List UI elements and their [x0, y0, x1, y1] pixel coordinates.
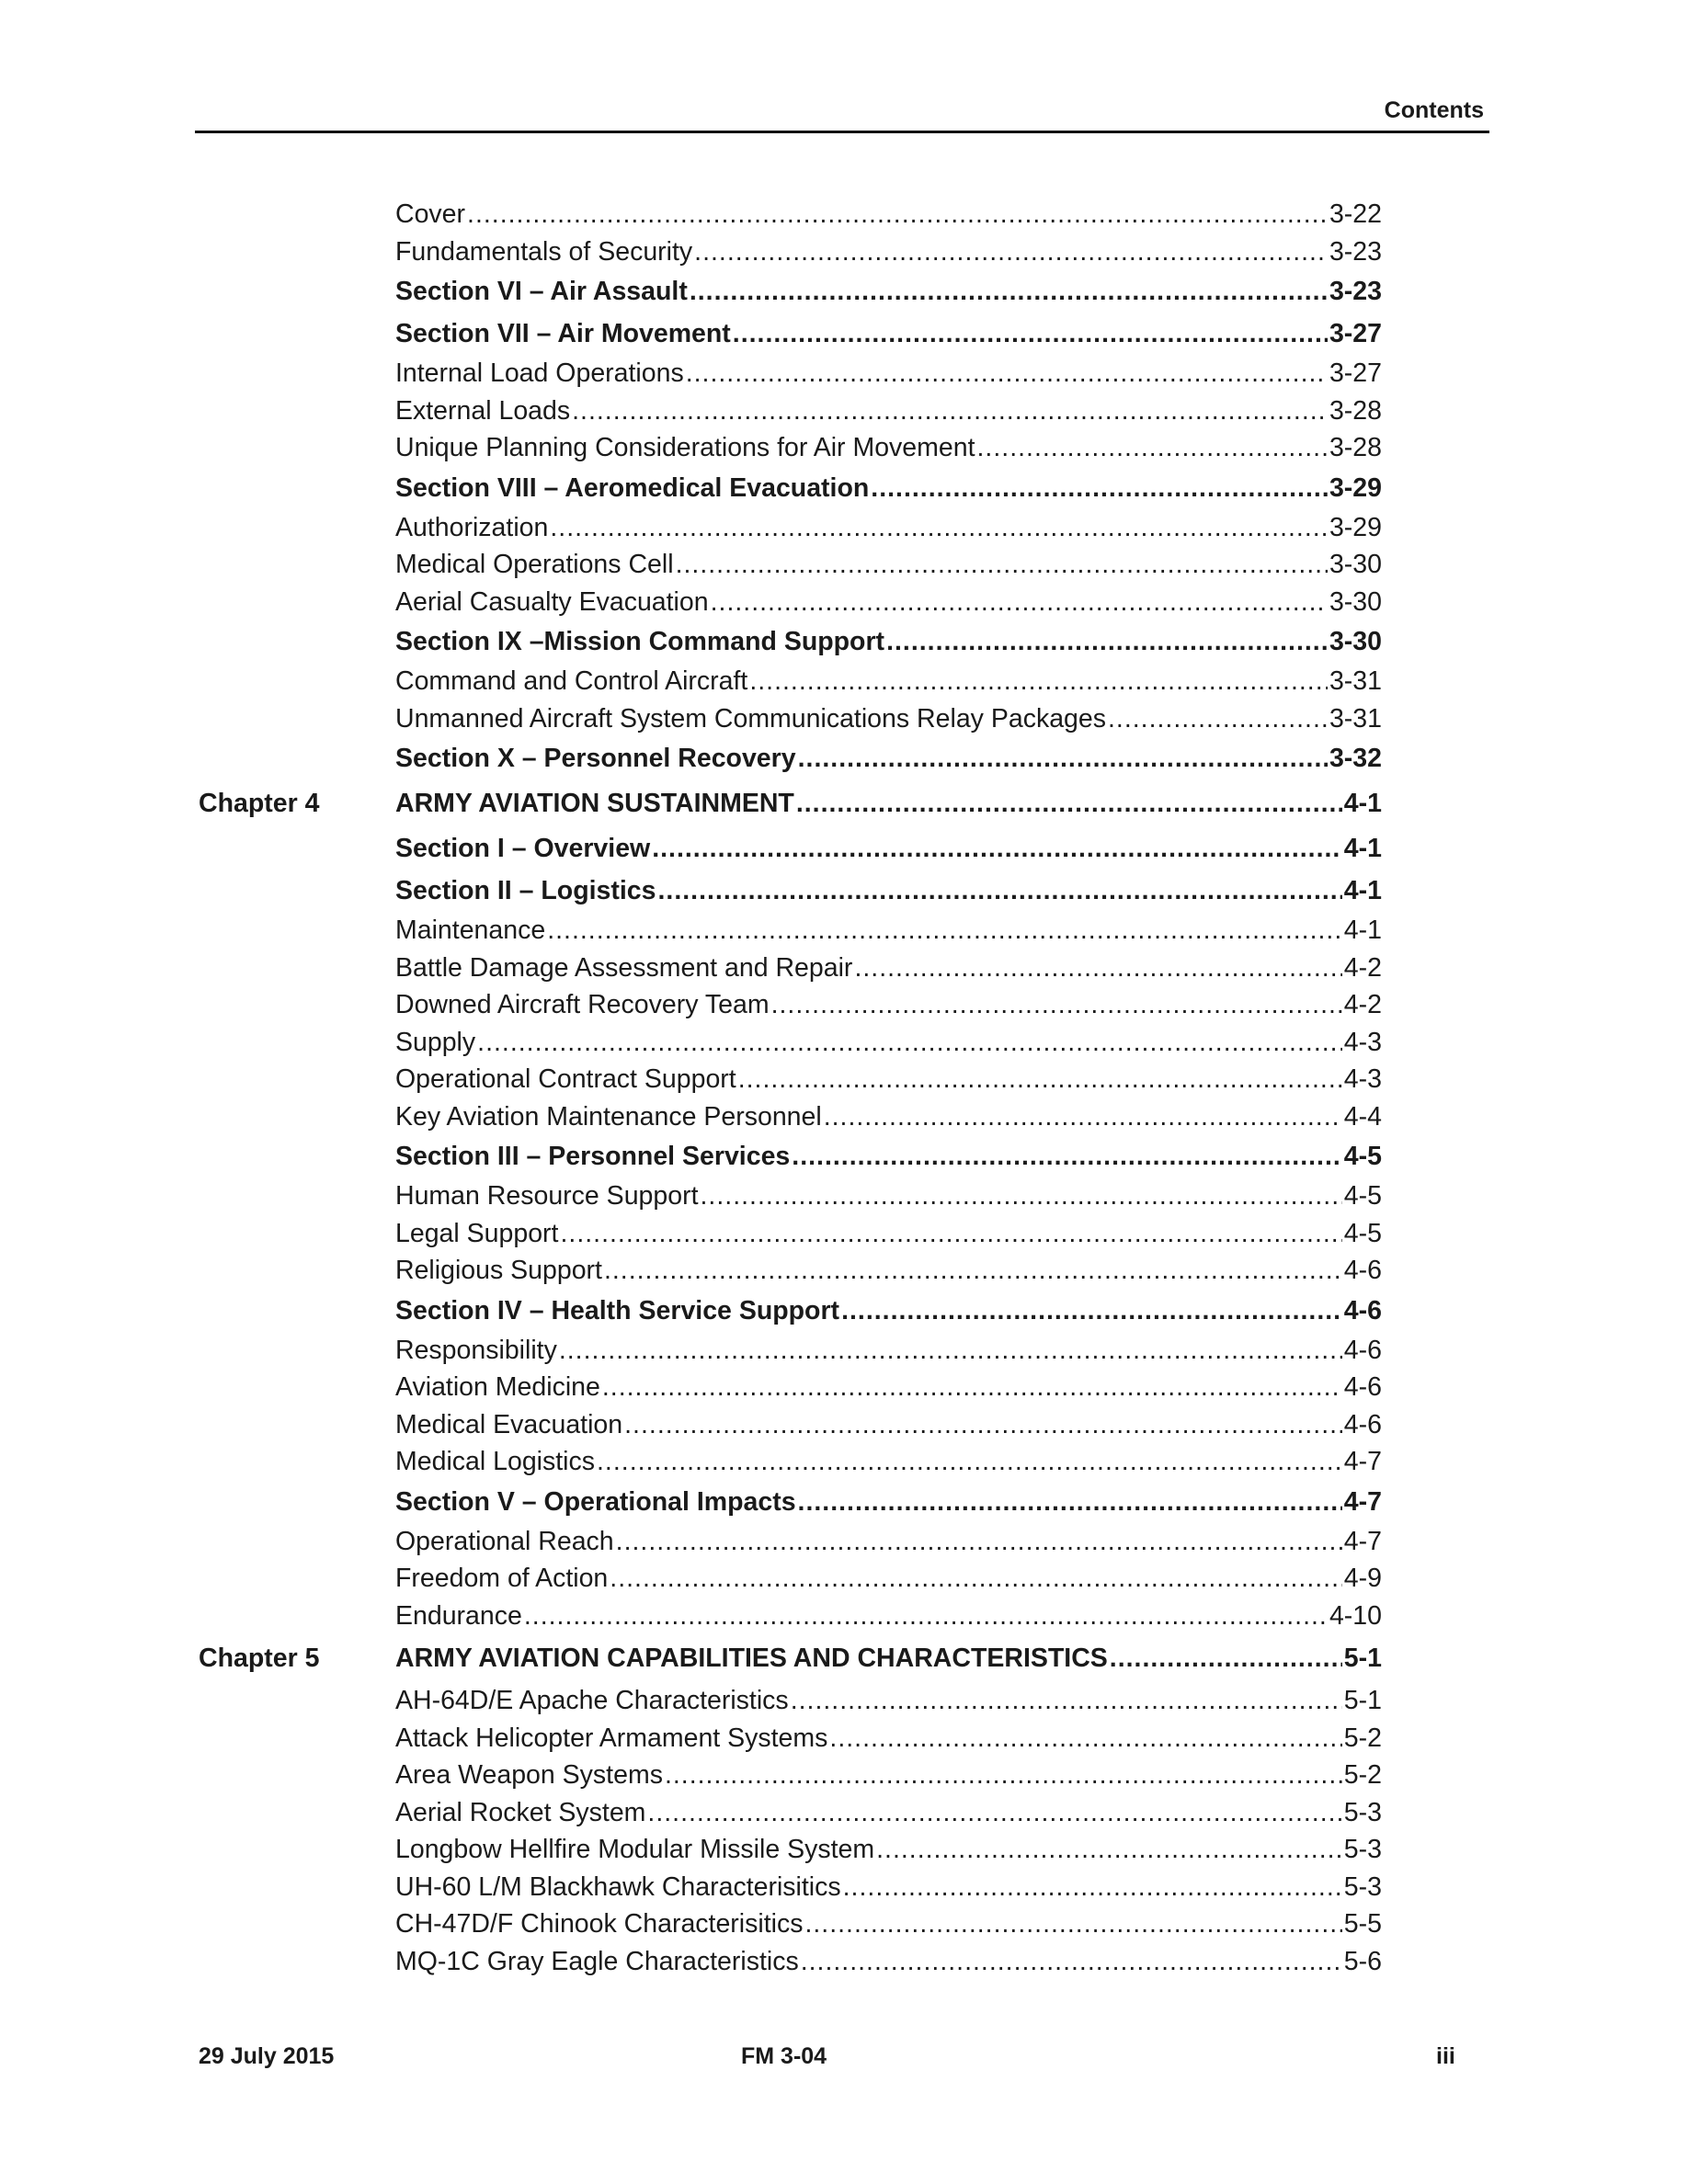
- toc-entry: [395, 1560, 1382, 1598]
- toc-entry: [395, 1406, 1382, 1444]
- toc-entry-title: Section X – Personnel Recovery: [395, 744, 796, 773]
- toc-page-number: 3-30: [1329, 586, 1382, 617]
- toc-entry: [395, 1682, 1382, 1720]
- toc-page-number: 5-3: [1343, 1797, 1382, 1827]
- toc-entry-title: Section I – Overview: [395, 834, 651, 863]
- dot-leader: [871, 467, 1328, 509]
- toc-entry-title: Legal Support: [395, 1218, 559, 1248]
- toc-entry-title: Section II – Logistics: [395, 876, 656, 905]
- toc-entry-title: ARMY AVIATION SUSTAINMENT: [395, 789, 794, 818]
- toc-page-number: 3-23: [1329, 277, 1382, 306]
- toc-entry-title: Area Weapon Systems: [395, 1760, 663, 1790]
- dot-leader: [602, 1369, 1342, 1406]
- dot-leader: [604, 1252, 1342, 1290]
- toc-page-number: 4-3: [1343, 1064, 1382, 1094]
- toc-entry-title: Aerial Casualty Evacuation: [395, 586, 709, 617]
- toc-entry-title: Key Aviation Maintenance Personnel: [395, 1101, 822, 1132]
- toc-page-number: 3-29: [1329, 472, 1382, 503]
- toc-page-number: 3-23: [1329, 236, 1382, 267]
- dot-leader: [694, 233, 1328, 271]
- toc-entry-title: Cover: [395, 199, 466, 229]
- toc-page-number: 3-28: [1329, 433, 1382, 462]
- dot-leader: [665, 1757, 1342, 1794]
- toc-entry: [395, 1061, 1382, 1098]
- toc-page-number: 4-5: [1343, 1142, 1382, 1171]
- dot-leader: [733, 313, 1328, 355]
- dot-leader: [876, 1831, 1342, 1869]
- toc-entry: [395, 1794, 1382, 1832]
- toc-entry: [395, 313, 1382, 355]
- dot-leader: [572, 392, 1328, 430]
- toc-page-number: 4-6: [1343, 1409, 1382, 1439]
- toc-section-row[interactable]: [0, 1135, 1688, 1177]
- toc-page-number: 4-6: [1343, 1335, 1382, 1365]
- toc-entry-row[interactable]: [0, 1943, 1688, 1981]
- toc-entry: [395, 1098, 1382, 1136]
- toc-chapter-row[interactable]: [0, 1634, 1688, 1682]
- toc-entry-row[interactable]: [0, 429, 1688, 467]
- toc-page-number: 4-7: [1343, 1486, 1382, 1517]
- toc-entry-row[interactable]: [0, 1098, 1688, 1136]
- toc-entry-title: Unique Planning Considerations for Air Movement: [395, 433, 975, 462]
- toc-entry-row[interactable]: [0, 950, 1688, 987]
- dot-leader: [886, 620, 1328, 663]
- toc-page-number: 5-6: [1343, 1946, 1382, 1976]
- toc-section-row[interactable]: [0, 313, 1688, 355]
- toc-entry-title: Section V – Operational Impacts: [395, 1486, 796, 1517]
- toc-chapter-row[interactable]: [0, 779, 1688, 827]
- toc-entry-row[interactable]: [0, 546, 1688, 584]
- toc-entry: [395, 584, 1382, 621]
- dot-leader: [798, 737, 1328, 779]
- dot-leader: [686, 355, 1328, 392]
- toc-page-number: 5-2: [1343, 1723, 1382, 1753]
- toc-entry-title: Medical Evacuation: [395, 1409, 623, 1439]
- toc-entry-row[interactable]: [0, 1869, 1688, 1906]
- toc-entry-title: Unmanned Aircraft System Communications Relay Packages: [395, 703, 1106, 734]
- dot-leader: [652, 827, 1342, 870]
- dot-leader: [547, 912, 1342, 950]
- toc-entry: [395, 912, 1382, 950]
- toc-entry-row[interactable]: [0, 1024, 1688, 1062]
- toc-page-number: 5-3: [1343, 1835, 1382, 1864]
- toc-section-row[interactable]: [0, 467, 1688, 509]
- toc-page-number: 3-32: [1329, 744, 1382, 773]
- toc-entry-row[interactable]: [0, 1252, 1688, 1290]
- toc-entry: [395, 1757, 1382, 1794]
- toc-page-number: 3-22: [1329, 199, 1382, 229]
- toc-page-number: 4-4: [1343, 1101, 1382, 1132]
- dot-leader: [791, 1682, 1342, 1720]
- toc-section-row[interactable]: [0, 1481, 1688, 1523]
- dot-leader: [804, 1905, 1341, 1943]
- toc-entry: [395, 1720, 1382, 1757]
- dot-leader: [610, 1560, 1342, 1598]
- toc-section-row[interactable]: [0, 827, 1688, 870]
- toc-page-number: 4-2: [1343, 990, 1382, 1019]
- chapter-label: Chapter 4: [199, 789, 320, 818]
- toc-entry-title: AH-64D/E Apache Characteristics: [395, 1686, 789, 1715]
- toc-entry: [395, 1523, 1382, 1561]
- header-rule: [195, 131, 1489, 133]
- dot-leader: [798, 1481, 1342, 1523]
- dot-leader: [843, 1869, 1342, 1906]
- toc-page-number: 5-1: [1343, 1686, 1382, 1715]
- toc-entry-title: Section VI – Air Assault: [395, 277, 688, 306]
- footer-date: 29 July 2015: [199, 2043, 335, 2069]
- toc-entry: [395, 1177, 1382, 1215]
- toc-entry: [395, 1598, 1382, 1635]
- toc-page-number: 4-1: [1343, 916, 1382, 945]
- toc-entry: [395, 737, 1382, 779]
- toc-entry: [395, 1215, 1382, 1253]
- toc-entry-row[interactable]: [0, 233, 1688, 271]
- toc-entry-title: Command and Control Aircraft: [395, 666, 748, 696]
- toc-section-row[interactable]: [0, 270, 1688, 313]
- toc-entry: [395, 1905, 1382, 1943]
- toc-entry: [395, 1831, 1382, 1869]
- running-header-title: Contents: [1384, 97, 1484, 123]
- toc-section-row[interactable]: [0, 870, 1688, 912]
- toc-entry: [395, 392, 1382, 430]
- toc-entry-row[interactable]: [0, 355, 1688, 392]
- toc-entry-title: Aviation Medicine: [395, 1372, 600, 1402]
- toc-entry: [395, 620, 1382, 663]
- toc-entry-row[interactable]: [0, 1757, 1688, 1794]
- toc-page-number: 4-6: [1343, 1256, 1382, 1285]
- toc-entry: [395, 1443, 1382, 1481]
- toc-entry-row[interactable]: [0, 1369, 1688, 1406]
- toc-entry-title: Section III – Personnel Services: [395, 1142, 791, 1171]
- footer-page-number: iii: [1436, 2043, 1455, 2069]
- toc-entry-row[interactable]: [0, 1720, 1688, 1757]
- toc-page-number: 4-6: [1343, 1295, 1382, 1325]
- toc-entry-title: Battle Damage Assessment and Repair: [395, 952, 853, 983]
- toc-entry: [395, 1943, 1382, 1981]
- toc-entry: [395, 467, 1382, 509]
- toc-page-number: 5-2: [1343, 1760, 1382, 1790]
- toc-entry-title: Operational Contract Support: [395, 1064, 736, 1094]
- toc-entry: [395, 270, 1382, 313]
- toc-entry-row[interactable]: [0, 663, 1688, 700]
- toc-entry-title: Authorization: [395, 512, 549, 542]
- toc-page-number: 3-31: [1329, 666, 1382, 696]
- dot-leader: [801, 1943, 1342, 1981]
- toc-entry-title: CH-47D/F Chinook Characterisitics: [395, 1909, 804, 1939]
- dot-leader: [854, 950, 1341, 987]
- toc-entry-row[interactable]: [0, 1560, 1688, 1598]
- dot-leader: [771, 986, 1342, 1024]
- dot-leader: [624, 1406, 1342, 1444]
- toc-page-number: 4-6: [1343, 1372, 1382, 1402]
- dot-leader: [829, 1720, 1341, 1757]
- toc-entry-row[interactable]: [0, 1523, 1688, 1561]
- toc-entry-row[interactable]: [0, 1406, 1688, 1444]
- dot-leader: [559, 1332, 1342, 1370]
- toc-page-number: 4-5: [1343, 1218, 1382, 1248]
- toc-entry: [395, 827, 1382, 870]
- toc-entry: [395, 1332, 1382, 1370]
- toc-page-number: 5-5: [1343, 1909, 1382, 1939]
- toc-entry-row[interactable]: [0, 1831, 1688, 1869]
- dot-leader: [749, 663, 1328, 700]
- toc-page-number: 3-30: [1329, 627, 1382, 656]
- dot-leader: [824, 1098, 1342, 1136]
- toc-entry-title: Downed Aircraft Recovery Team: [395, 990, 770, 1019]
- dot-leader: [690, 270, 1328, 313]
- toc-page-number: 4-3: [1343, 1027, 1382, 1057]
- toc-page-number: 4-7: [1343, 1447, 1382, 1476]
- toc-entry-title: Medical Operations Cell: [395, 550, 674, 579]
- toc-entry-title: Human Resource Support: [395, 1181, 699, 1211]
- toc-entry: [395, 1252, 1382, 1290]
- dot-leader: [1108, 700, 1328, 738]
- toc-entry: [395, 1024, 1382, 1062]
- toc-page-number: 4-9: [1343, 1564, 1382, 1593]
- toc-entry-row[interactable]: [0, 1332, 1688, 1370]
- toc-entry: [395, 779, 1382, 827]
- toc-page-number: 5-3: [1343, 1871, 1382, 1902]
- toc-section-row[interactable]: [0, 620, 1688, 663]
- toc-entry-title: Religious Support: [395, 1256, 602, 1285]
- toc-entry-title: Section VIII – Aeromedical Evacuation: [395, 472, 870, 503]
- toc-page-number: 4-1: [1343, 876, 1382, 905]
- toc-entry-row[interactable]: [0, 1443, 1688, 1481]
- toc-entry-row[interactable]: [0, 986, 1688, 1024]
- toc-entry-title: Freedom of Action: [395, 1564, 609, 1593]
- toc-page-number: 4-5: [1343, 1181, 1382, 1211]
- toc-entry: [395, 233, 1382, 271]
- toc-entry-row[interactable]: [0, 912, 1688, 950]
- toc-entry-title: Operational Reach: [395, 1526, 614, 1556]
- dot-leader: [701, 1177, 1342, 1215]
- dot-leader: [467, 196, 1328, 233]
- toc-entry: [395, 700, 1382, 738]
- dot-leader: [792, 1135, 1342, 1177]
- table-of-contents: [0, 196, 1688, 1980]
- dot-leader: [550, 509, 1328, 547]
- toc-entry-row[interactable]: [0, 700, 1688, 738]
- dot-leader: [711, 584, 1328, 621]
- dot-leader: [657, 870, 1341, 912]
- dot-leader: [477, 1024, 1342, 1062]
- dot-leader: [524, 1598, 1328, 1635]
- toc-entry-row[interactable]: [0, 584, 1688, 621]
- toc-entry-title: Medical Logistics: [395, 1447, 596, 1476]
- toc-entry-row[interactable]: [0, 1598, 1688, 1635]
- toc-entry-row[interactable]: [0, 1905, 1688, 1943]
- chapter-label: Chapter 5: [199, 1644, 320, 1673]
- dot-leader: [647, 1794, 1341, 1832]
- dot-leader: [796, 779, 1342, 827]
- dot-leader: [616, 1523, 1342, 1561]
- toc-entry-title: Aerial Rocket System: [395, 1797, 646, 1827]
- toc-page-number: 3-27: [1329, 358, 1382, 388]
- dot-leader: [1110, 1634, 1342, 1682]
- dot-leader: [597, 1443, 1342, 1481]
- toc-entry: [395, 950, 1382, 987]
- toc-entry: [395, 1290, 1382, 1332]
- toc-entry: [395, 196, 1382, 233]
- toc-entry: [395, 509, 1382, 547]
- dot-leader: [560, 1215, 1341, 1253]
- toc-entry-row[interactable]: [0, 1177, 1688, 1215]
- toc-entry-row[interactable]: [0, 1794, 1688, 1832]
- toc-section-row[interactable]: [0, 737, 1688, 779]
- dot-leader: [676, 546, 1328, 584]
- toc-entry-row[interactable]: [0, 509, 1688, 547]
- toc-entry-title: Longbow Hellfire Modular Missile System: [395, 1835, 875, 1864]
- toc-page-number: 3-28: [1329, 395, 1382, 426]
- toc-entry-title: UH-60 L/M Blackhawk Characterisitics: [395, 1871, 841, 1902]
- toc-page-number: 4-1: [1343, 789, 1382, 818]
- toc-entry: [395, 1369, 1382, 1406]
- toc-entry-title: Section IX –Mission Command Support: [395, 627, 885, 656]
- toc-entry-title: Section IV – Health Service Support: [395, 1295, 840, 1325]
- toc-page-number: 3-29: [1329, 512, 1382, 542]
- toc-entry: [395, 1135, 1382, 1177]
- toc-page-number: 4-10: [1329, 1600, 1382, 1631]
- toc-page-number: 4-2: [1343, 952, 1382, 983]
- toc-entry-title: Responsibility: [395, 1335, 557, 1365]
- toc-entry: [395, 355, 1382, 392]
- toc-entry: [395, 1869, 1382, 1906]
- dot-leader: [977, 429, 1328, 467]
- toc-entry-title: Internal Load Operations: [395, 358, 684, 388]
- toc-entry-title: Endurance: [395, 1600, 522, 1631]
- toc-entry-row[interactable]: [0, 1682, 1688, 1720]
- toc-page-number: 4-7: [1343, 1526, 1382, 1556]
- toc-entry-title: Maintenance: [395, 916, 546, 945]
- toc-entry: [395, 1481, 1382, 1523]
- toc-entry-row[interactable]: [0, 196, 1688, 233]
- toc-page-number: 5-1: [1343, 1644, 1382, 1673]
- toc-page-number: 3-30: [1329, 550, 1382, 579]
- toc-section-row[interactable]: [0, 1290, 1688, 1332]
- toc-entry-title: Fundamentals of Security: [395, 236, 693, 267]
- toc-entry-title: External Loads: [395, 395, 571, 426]
- toc-entry-title: Attack Helicopter Armament Systems: [395, 1723, 828, 1753]
- toc-entry-title: Section VII – Air Movement: [395, 319, 731, 348]
- toc-page-number: 4-1: [1343, 834, 1382, 863]
- toc-entry: [395, 1634, 1382, 1682]
- toc-entry-title: MQ-1C Gray Eagle Characteristics: [395, 1946, 799, 1976]
- toc-entry-row[interactable]: [0, 392, 1688, 430]
- toc-entry: [395, 429, 1382, 467]
- toc-entry-row[interactable]: [0, 1061, 1688, 1098]
- dot-leader: [738, 1061, 1342, 1098]
- toc-page-number: 3-27: [1329, 319, 1382, 348]
- toc-entry: [395, 986, 1382, 1024]
- toc-entry: [395, 546, 1382, 584]
- footer-publication: FM 3-04: [741, 2043, 827, 2069]
- toc-page-number: 3-31: [1329, 703, 1382, 734]
- toc-entry: [395, 663, 1382, 700]
- dot-leader: [841, 1290, 1342, 1332]
- toc-entry-title: ARMY AVIATION CAPABILITIES AND CHARACTERISTICS: [395, 1644, 1108, 1673]
- toc-entry-title: Supply: [395, 1027, 476, 1057]
- toc-entry: [395, 870, 1382, 912]
- toc-entry-row[interactable]: [0, 1215, 1688, 1253]
